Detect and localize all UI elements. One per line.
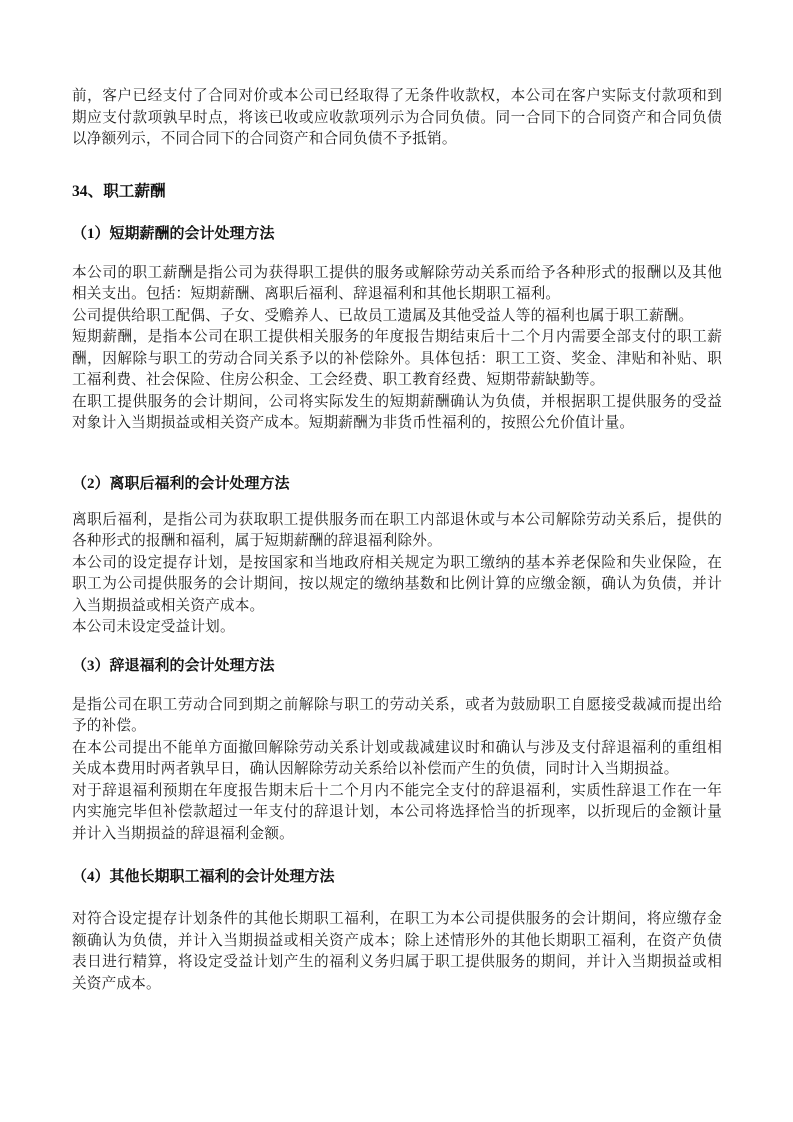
section-heading-employee-compensation: 34、职工薪酬 bbox=[72, 182, 166, 200]
subsection-heading-other-long-term-benefits: （4）其他长期职工福利的会计处理方法 bbox=[72, 869, 335, 885]
paragraph: 公司提供给职工配偶、子女、受赡养人、已故员工遗属及其他受益人等的福利也属于职工薪酬。 bbox=[72, 307, 694, 324]
subsection-heading-termination-benefits: （3）辞退福利的会计处理方法 bbox=[72, 657, 275, 674]
paragraph: 是指公司在职工劳动合同到期之前解除与职工的劳动关系，或者为鼓励职工自愿接受裁减而提出给予的补偿。 bbox=[72, 696, 722, 734]
intro-paragraph: 前，客户已经支付了合同对价或本公司已经取得了无条件收款权，本公司在客户实际支付款项和到期应支付款项孰早时点，将该已收或应收款项列示为合同负债。同一合同下的合同资产和合同负债以净额列示，不同合同下的合同资产和合同负债不予抵销。 bbox=[72, 88, 722, 147]
paragraph: 本公司未设定受益计划。 bbox=[72, 619, 235, 635]
subsection-heading-short-term-compensation: （1）短期薪酬的会计处理方法 bbox=[72, 225, 275, 242]
subsection-body-other-long-term-benefits bbox=[72, 909, 722, 995]
paragraph: 离职后福利，是指公司为获取职工提供服务而在职工内部退休或与本公司解除劳动关系后，提供的各种形式的报酬和福利，属于短期薪酬的辞退福利除外。 bbox=[72, 511, 722, 549]
paragraph: 在职工提供服务的会计期间，公司将实际发生的短期薪酬确认为负债，并根据职工提供服务的受益对象计入当期损益或相关资产成本。短期薪酬为非货币性福利的，按照公允价值计量。 bbox=[72, 393, 722, 431]
subsection-heading-post-employment-benefits: （2）离职后福利的会计处理方法 bbox=[72, 475, 290, 492]
subsection-body-post-employment-benefits bbox=[72, 510, 722, 639]
subsection-body-termination-benefits bbox=[72, 695, 722, 846]
paragraph: 本公司的设定提存计划，是按国家和当地政府相关规定为职工缴纳的基本养老保险和失业保险，在职工为公司提供服务的会计期间，按以规定的缴纳基数和比例计算的应缴金额，确认为负债，并计入当期损益或相关资产成本。 bbox=[72, 554, 722, 614]
subsection-body-short-term-compensation bbox=[72, 263, 722, 435]
paragraph: 对于辞退福利预期在年度报告期末后十二个月内不能完全支付的辞退福利，实质性辞退工作在一年内实施完毕但补偿款超过一年支付的辞退计划，本公司将选择恰当的折现率，以折现后的金额计量并计入当期损益的辞退福利金额。 bbox=[72, 782, 722, 842]
paragraph: 在本公司提出不能单方面撤回解除劳动关系计划或裁减建议时和确认与涉及支付辞退福利的重组相关成本费用时两者孰早日，确认因解除劳动关系给以补偿而产生的负债，同时计入当期损益。 bbox=[72, 739, 722, 777]
paragraph: 短期薪酬，是指本公司在职工提供相关服务的年度报告期结束后十二个月内需要全部支付的职工薪酬，因解除与职工的劳动合同关系予以的补偿除外。具体包括：职工工资、奖金、津贴和补贴、职工福利费、社会保险、住房公积金、工会经费、职工教育经费、短期带薪缺勤等。 bbox=[72, 329, 722, 388]
paragraph: 本公司的职工薪酬是指公司为获得职工提供的服务或解除劳动关系而给予各种形式的报酬以及其他相关支出。包括：短期薪酬、离职后福利、辞退福利和其他长期职工福利。 bbox=[72, 264, 722, 302]
paragraph: 对符合设定提存计划条件的其他长期职工福利，在职工为本公司提供服务的会计期间，将应缴存金额确认为负债，并计入当期损益或相关资产成本；除上述情形外的其他长期职工福利，在资产负债表日进行精算，将设定受益计划产生的福利义务归属于职工提供服务的期间，并计入当期损益或相关资产成本。 bbox=[72, 911, 722, 992]
